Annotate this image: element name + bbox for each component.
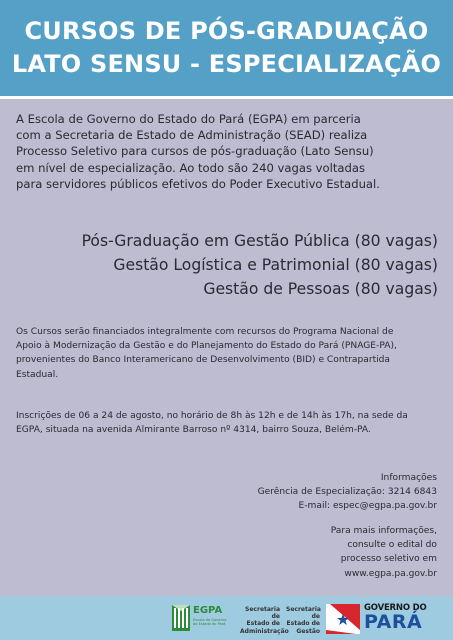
intro-line: Processo Seletivo para cursos de pós-graduação (Lato Sensu) bbox=[16, 144, 374, 159]
para-label: PARÁ bbox=[364, 611, 423, 633]
governo-para-logo bbox=[326, 603, 436, 635]
contact-email[interactable]: E-mail: espec@egpa.pa.gov.br bbox=[298, 501, 437, 511]
intro-paragraph bbox=[16, 111, 441, 192]
contact-block bbox=[157, 471, 437, 513]
page-title-line2: LATO SENSU - ESPECIALIZAÇÃO bbox=[11, 50, 442, 78]
more-info-line: Para mais informações, bbox=[330, 526, 437, 536]
egpa-emblem-icon bbox=[172, 605, 190, 631]
course-item: Gestão de Pessoas (80 vagas) bbox=[203, 280, 438, 298]
more-info-block bbox=[237, 524, 437, 581]
intro-line: A Escola de Governo do Estado do Pará (EGPA) em parceria bbox=[16, 112, 361, 126]
egpa-logo bbox=[172, 603, 228, 633]
financing-line: Apoio à Modernização da Gestão e do Planejamento do Estado do Pará (PNAGE-PA), bbox=[16, 341, 397, 352]
intro-line: em nível de especialização. Ao todo são 240 vagas voltadas bbox=[16, 160, 366, 175]
contact-phone: Gerência de Especialização: 3214 6843 bbox=[257, 487, 437, 497]
sead-line: Estado de bbox=[246, 620, 280, 628]
course-list bbox=[8, 229, 438, 301]
course-item: Pós-Graduação em Gestão Pública (80 vagas) bbox=[81, 232, 438, 250]
header-banner bbox=[0, 0, 453, 99]
sead-logo-text bbox=[240, 606, 289, 635]
para-flag-icon bbox=[326, 604, 360, 634]
segov-line: Estado de bbox=[286, 620, 320, 628]
registration-line: EGPA, situada na avenida Almirante Barroso nº 4314, bairro Souza, Belém-PA. bbox=[16, 425, 371, 436]
egpa-logo-subtext: Escola de Governo do Estado do Pará bbox=[193, 618, 227, 626]
contact-heading: Informações bbox=[380, 473, 437, 483]
intro-line: com a Secretaria de Estado de Administração (SEAD) realiza bbox=[16, 128, 368, 143]
registration-line: Inscrições de 06 a 24 de agosto, no horário de 8h às 12h e de 14h às 17h, na sede da bbox=[16, 411, 408, 421]
course-item: Gestão Logística e Patrimonial (80 vagas) bbox=[113, 256, 438, 274]
financing-line: Os Cursos serão financiados integralmente com recursos do Programa Nacional de bbox=[16, 327, 394, 337]
intro-line: para servidores públicos efetivos do Poder Executivo Estadual. bbox=[16, 176, 380, 191]
sead-line: Secretaria de bbox=[245, 606, 280, 621]
sead-line: Administração bbox=[240, 627, 289, 635]
financing-line: provenientes do Banco Interamericano de Desenvolvimento (BID) e Contrapartida bbox=[16, 355, 391, 366]
more-info-line: consulte o edital do bbox=[347, 540, 437, 551]
financing-line: Estadual. bbox=[16, 369, 59, 380]
segov-logo-text bbox=[286, 606, 320, 635]
segov-line: Gestão bbox=[296, 627, 320, 635]
segov-line: Secretaria de bbox=[286, 606, 321, 621]
more-info-line: processo seletivo em bbox=[340, 554, 437, 565]
page-title-line1: CURSOS DE PÓS-GRADUAÇÃO bbox=[24, 17, 429, 45]
egpa-logo-text: EGPA bbox=[193, 605, 223, 616]
website-link[interactable]: www.egpa.pa.gov.br bbox=[344, 568, 437, 579]
registration-paragraph bbox=[16, 409, 441, 437]
governo-do-label: GOVERNO DO bbox=[364, 603, 427, 613]
financing-paragraph bbox=[16, 325, 441, 382]
